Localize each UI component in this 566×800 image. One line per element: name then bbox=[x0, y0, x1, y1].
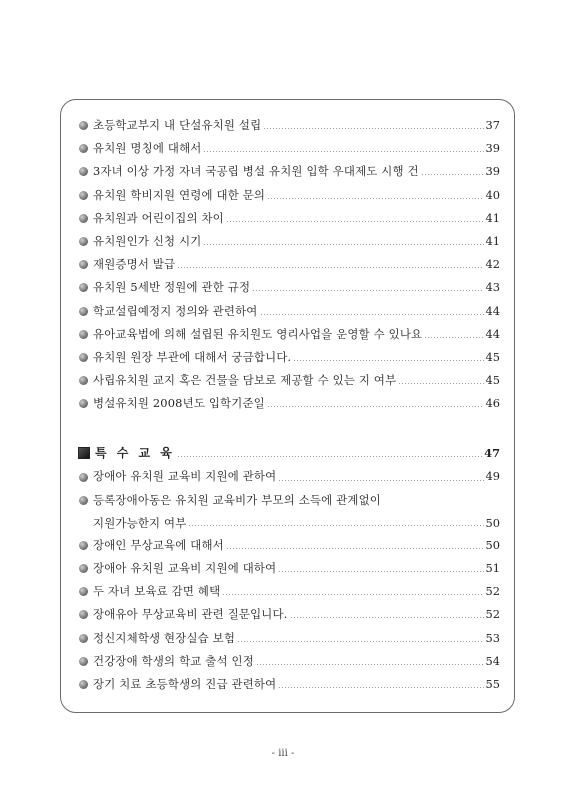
toc-entry-page: 49 bbox=[485, 469, 500, 484]
dot-leader bbox=[267, 406, 484, 407]
toc-entry-page: 44 bbox=[485, 326, 500, 341]
dot-leader bbox=[293, 360, 483, 361]
toc-entry-title: 장애아 유치원 교육비 지원에 관하여 bbox=[93, 469, 277, 484]
toc-entry[interactable] bbox=[78, 253, 500, 276]
toc-entry-page: 52 bbox=[485, 607, 500, 622]
toc-entry-title: 정신지체학생 현장실습 보험 bbox=[93, 630, 236, 645]
toc-entry-title: 유치원 5세반 정원에 관한 규정 bbox=[93, 280, 251, 295]
toc-entry[interactable] bbox=[78, 580, 500, 603]
bullet-icon bbox=[79, 330, 88, 339]
toc-entry[interactable] bbox=[78, 369, 500, 392]
toc-entry-title: 사립유치원 교지 혹은 건물을 담보로 제공할 수 있는 지 여부 bbox=[93, 373, 397, 388]
section-gap bbox=[78, 415, 500, 441]
toc-entry-title: 두 자녀 보육료 감면 혜택 bbox=[93, 584, 221, 599]
bullet-icon bbox=[79, 634, 88, 643]
toc-entry-wrapped[interactable] bbox=[78, 489, 500, 512]
toc-entry[interactable] bbox=[78, 300, 500, 323]
toc-entry[interactable] bbox=[78, 184, 500, 207]
toc-entry[interactable] bbox=[78, 160, 500, 183]
dot-leader bbox=[278, 687, 483, 688]
dot-leader bbox=[256, 664, 484, 665]
toc-entry-title: 건강장애 학생의 학교 출석 인정 bbox=[93, 653, 254, 668]
bullet-icon bbox=[79, 496, 88, 505]
toc-entry-title-line2: 지원가능한지 여부 bbox=[93, 515, 187, 530]
toc-entry-page: 41 bbox=[485, 233, 500, 248]
toc-entry-title: 유아교육법에 의해 설립된 유치원도 영리사업을 운영할 수 있나요 bbox=[93, 326, 423, 341]
bullet-icon bbox=[79, 121, 88, 130]
toc-entry-title: 유치원인가 신청 시기 bbox=[93, 233, 202, 248]
toc-entry[interactable] bbox=[78, 465, 500, 488]
section-title: 특 수 교 육 bbox=[95, 446, 175, 461]
toc-entry[interactable] bbox=[78, 392, 500, 415]
dot-leader bbox=[267, 198, 483, 199]
bullet-icon bbox=[79, 214, 88, 223]
toc-entry-title-line1: 등록장애아동은 유치원 교육비가 부모의 소득에 관계없이 bbox=[93, 492, 381, 507]
bullet-icon bbox=[79, 191, 88, 200]
dot-leader bbox=[226, 548, 484, 549]
toc-entry-page: 42 bbox=[485, 257, 500, 272]
toc-entry-title: 유치원 원장 부관에 대해서 궁금합니다. bbox=[93, 349, 292, 364]
dot-leader bbox=[222, 594, 483, 595]
dot-leader bbox=[203, 244, 483, 245]
toc-entry-page: 44 bbox=[485, 303, 500, 318]
toc-entry[interactable] bbox=[78, 603, 500, 626]
dot-leader bbox=[177, 267, 483, 268]
toc-entry-wrapped-continuation[interactable] bbox=[78, 512, 500, 534]
bullet-icon bbox=[79, 167, 88, 176]
bullet-icon bbox=[79, 307, 88, 316]
toc-entry-page: 50 bbox=[485, 537, 500, 552]
toc-entry[interactable] bbox=[78, 346, 500, 369]
toc-entry[interactable] bbox=[78, 673, 500, 696]
bullet-icon bbox=[79, 353, 88, 362]
bullet-icon bbox=[79, 473, 88, 482]
bullet-icon bbox=[79, 587, 88, 596]
toc-entry-page: 41 bbox=[485, 210, 500, 225]
bullet-icon bbox=[79, 283, 88, 292]
toc-entry-title: 재원증명서 발급 bbox=[93, 257, 176, 272]
toc-entry-page: 40 bbox=[485, 187, 500, 202]
dot-leader bbox=[260, 314, 484, 315]
toc-entry-page: 39 bbox=[485, 164, 500, 179]
toc-entry-page: 45 bbox=[485, 373, 500, 388]
dot-leader bbox=[252, 290, 483, 291]
dot-leader bbox=[226, 221, 484, 222]
toc-entry[interactable] bbox=[78, 557, 500, 580]
toc-entry[interactable] bbox=[78, 230, 500, 253]
toc-entry-title: 장애아 유치원 교육비 지원에 대하여 bbox=[93, 561, 277, 575]
toc-entry[interactable] bbox=[78, 534, 500, 557]
toc-list bbox=[78, 114, 500, 696]
toc-entry-page: 50 bbox=[485, 515, 500, 530]
toc-entry-title: 유치원과 어린이집의 차이 bbox=[93, 210, 224, 225]
toc-entry-title: 유치원 학비지원 연령에 대한 문의 bbox=[93, 187, 266, 202]
toc-entry-page: 37 bbox=[485, 118, 500, 132]
dot-leader bbox=[203, 151, 483, 152]
bullet-icon bbox=[79, 376, 88, 385]
toc-entry-title: 장기 치료 초등학생의 진급 관련하여 bbox=[93, 676, 277, 691]
toc-entry[interactable] bbox=[78, 323, 500, 346]
toc-entry-title: 3자녀 이상 가정 자녀 국공립 병설 유치원 입학 우대제도 시행 건 bbox=[93, 164, 419, 179]
dot-leader bbox=[237, 641, 483, 642]
bullet-icon bbox=[79, 657, 88, 666]
dot-leader bbox=[188, 525, 483, 526]
toc-entry[interactable] bbox=[78, 114, 500, 137]
toc-entry-page: 47 bbox=[484, 446, 500, 461]
dot-leader bbox=[278, 571, 483, 572]
toc-entry-title: 학교설립예정지 정의와 관련하여 bbox=[93, 303, 258, 318]
toc-entry-page: 53 bbox=[485, 630, 500, 645]
bullet-icon bbox=[79, 399, 88, 408]
dot-leader bbox=[424, 337, 483, 338]
toc-section-heading[interactable] bbox=[78, 441, 500, 465]
bullet-icon bbox=[79, 610, 88, 619]
toc-entry-page: 54 bbox=[485, 653, 500, 668]
bullet-icon bbox=[79, 144, 88, 153]
toc-entry-page: 46 bbox=[485, 396, 500, 411]
dot-leader bbox=[263, 128, 483, 129]
bullet-icon bbox=[79, 564, 88, 573]
toc-entry-title: 병설유치원 2008년도 입학기준일 bbox=[93, 396, 265, 411]
toc-entry-title: 장애유아 무상교육비 관련 질문입니다. bbox=[93, 607, 288, 622]
bullet-icon bbox=[79, 680, 88, 689]
toc-entry[interactable] bbox=[78, 627, 500, 650]
toc-entry-page: 51 bbox=[485, 561, 500, 575]
toc-entry-title: 장애인 무상교육에 대해서 bbox=[93, 537, 224, 552]
bullet-icon bbox=[79, 237, 88, 246]
square-bullet-icon bbox=[78, 447, 90, 459]
toc-entry[interactable] bbox=[78, 650, 500, 673]
toc-entry-title: 유치원 명칭에 대해서 bbox=[93, 141, 202, 156]
bullet-icon bbox=[79, 541, 88, 550]
toc-entry-page: 43 bbox=[485, 280, 500, 295]
dot-leader bbox=[398, 383, 483, 384]
toc-entry[interactable] bbox=[78, 276, 500, 299]
dot-leader bbox=[177, 456, 482, 457]
toc-entry[interactable] bbox=[78, 207, 500, 230]
dot-leader bbox=[421, 174, 484, 175]
toc-entry-page: 39 bbox=[485, 141, 500, 156]
dot-leader bbox=[290, 617, 484, 618]
toc-entry-page: 45 bbox=[485, 349, 500, 364]
toc-entry-title: 초등학교부지 내 단설유치원 설립 bbox=[93, 118, 262, 132]
bullet-icon bbox=[79, 260, 88, 269]
dot-leader bbox=[278, 480, 483, 481]
toc-entry-page: 55 bbox=[485, 676, 500, 691]
toc-entry[interactable] bbox=[78, 137, 500, 160]
toc-entry-page: 52 bbox=[485, 584, 500, 599]
page-number-footer: - iii - bbox=[271, 748, 295, 759]
